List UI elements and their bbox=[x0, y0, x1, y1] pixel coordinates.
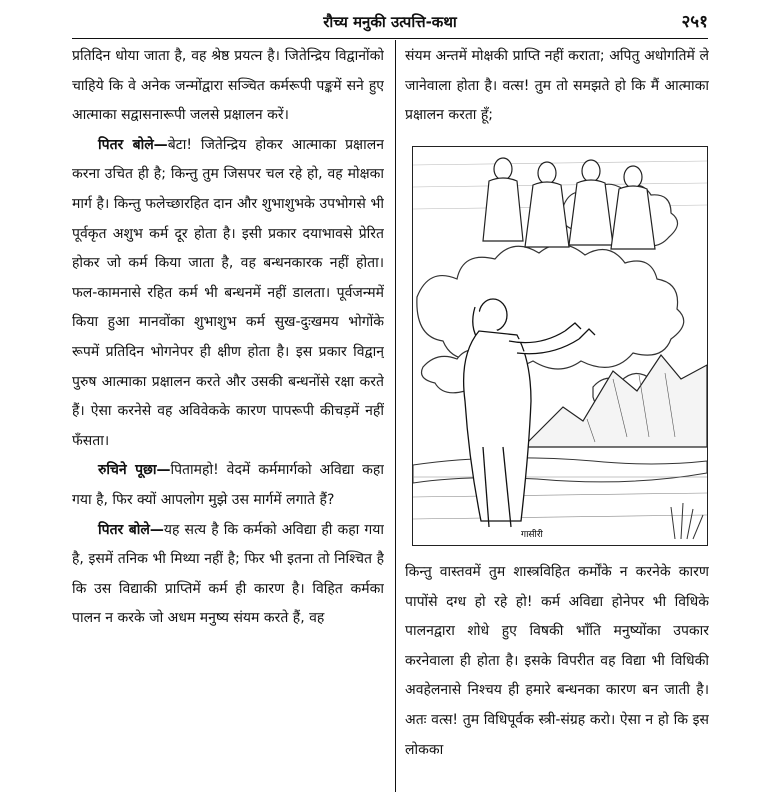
paragraph-text: किन्तु वास्तवमें तुम शास्त्रविहित कर्मोंके न करनेके कारण पापोंसे दग्ध हो रहे हो! कर्म अविद्या होनेपर भी विधिके पालनद्वारा शोधे हुए विषकी भाँति मनुष्योंका उपकार करनेवाला ही होता है। इसके विपरीत वह विद्या भी विधिकी अवहेलनासे निश्चय ही हमारे बन्धनका कारण बन जाती है। अतः वत्स! तुम विधिपूर्वक स्त्री-संग्रह करो। ऐसा न हो कि इस लोकका bbox=[405, 564, 709, 758]
paragraph-continuation: प्रतिदिन धोया जाता है, वह श्रेष्ठ प्रयत्न है। जितेन्द्रिय विद्वानोंको चाहिये कि वे अनेक जन्मोंद्वारा सञ्चित कर्मरूपी पङ्कमें सने हुए आत्माका सद्वासनारूपी जलसे प्रक्षालन करें। bbox=[72, 48, 384, 124]
paragraph-text: यह सत्य है कि कर्मको अविद्या ही कहा गया है, इसमें तनिक भी मिथ्या नहीं है; फिर भी इतना तो निश्चित है कि उस विद्याकी प्राप्तिमें कर्म ही कारण है। विहित कर्मका पालन न करके जो अधम मनुष्य संयम करते हैं, वह bbox=[72, 521, 384, 627]
page-header bbox=[72, 10, 708, 38]
illustration-ruchi-and-ancestors bbox=[412, 146, 708, 546]
paragraph-text: संयम अन्तमें मोक्षकी प्राप्ति नहीं कराता; अपितु अधोगतिमें ले जानेवाला होता है। वत्स! तुम तो समझते हो कि मैं आत्माका प्रक्षालन करता हूँ; bbox=[405, 48, 709, 124]
column-divider bbox=[395, 40, 396, 792]
paragraph-ruchi-question bbox=[72, 456, 384, 515]
illustration-drawing bbox=[413, 147, 707, 545]
paragraph-pitar-reply-2 bbox=[72, 516, 384, 634]
reeds bbox=[671, 503, 703, 539]
paragraph-text: बेटा! जितेन्द्रिय होकर आत्माका प्रक्षालन करना उचित ही है; किन्तु तुम जिसपर चल रहे हो, वह मोक्षका मार्ग है। किन्तु फलेच्छारहित दान और शुभाशुभके उपभोगसे भी पूर्वकृत अशुभ कर्म दूर होता है। इसी प्रकार दयाभावसे प्रेरित होकर जो कर्म किया जाता है, वह बन्धनकारक नहीं होता। फल-कामनासे रहित कर्म भी बन्धनमें नहीं डालता। पूर्वजन्ममें किया हुआ मानवोंका शुभाशुभ कर्म सुख-दुःखमय भोगोंके रूपमें प्रतिदिन भोगनेपर ही क्षीण होता है। इस प्रकार विद्वान् पुरुष आत्माका प्रक्षालन करते और उसकी बन्धनोंसे रक्षा करते हैं। ऐसा करनेसे वह अविवेकके कारण पापरूपी कीचड़में नहीं फँसता। bbox=[72, 136, 384, 449]
chapter-title: रौच्य मनुकी उत्पत्ति-कथा bbox=[323, 13, 457, 31]
speaker-label: रुचिने पूछा— bbox=[98, 462, 171, 479]
right-column-bottom bbox=[405, 558, 709, 790]
page-number: २५१ bbox=[681, 12, 708, 32]
header-rule bbox=[72, 38, 708, 39]
paragraph-pitar-reply-1 bbox=[72, 131, 384, 457]
speaker-label: पितर बोले— bbox=[98, 521, 164, 538]
artist-signature: गासीरी bbox=[521, 530, 543, 540]
paragraph-text: पितामहो! वेदमें कर्ममार्गको अविद्या कहा गया है, फिर क्यों आपलोग मुझे उस मार्गमें लगाते हैं? bbox=[72, 462, 384, 508]
lake bbox=[413, 458, 707, 519]
left-column bbox=[72, 42, 384, 790]
right-column-top bbox=[405, 42, 709, 138]
speaker-label: पितर बोले— bbox=[98, 136, 168, 153]
